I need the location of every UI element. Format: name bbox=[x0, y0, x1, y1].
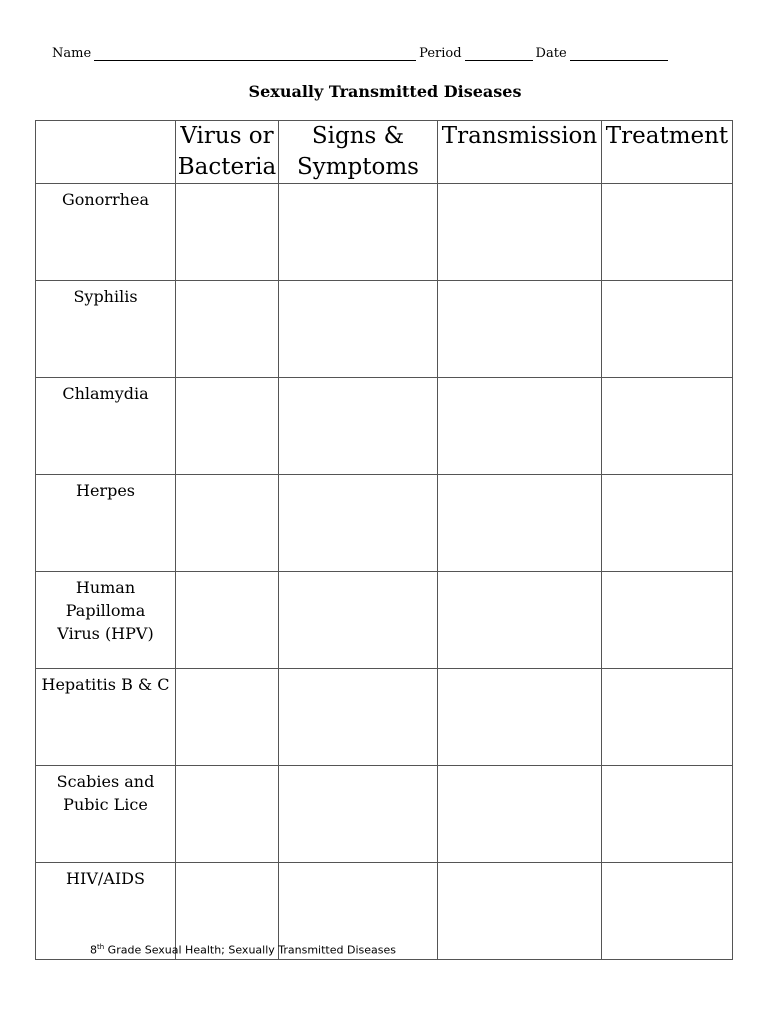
name-field[interactable] bbox=[94, 46, 416, 61]
answer-cell[interactable] bbox=[438, 572, 602, 669]
corner-cell bbox=[36, 121, 176, 184]
date-label: Date bbox=[535, 46, 567, 61]
period-label: Period bbox=[419, 46, 462, 61]
table-row bbox=[36, 669, 733, 766]
answer-cell[interactable] bbox=[176, 378, 279, 475]
answer-cell[interactable] bbox=[602, 475, 733, 572]
std-worksheet-table bbox=[35, 120, 733, 960]
table-row bbox=[36, 378, 733, 475]
answer-cell[interactable] bbox=[438, 184, 602, 281]
answer-cell[interactable] bbox=[438, 378, 602, 475]
answer-cell[interactable] bbox=[279, 572, 438, 669]
table-row bbox=[36, 572, 733, 669]
answer-cell[interactable] bbox=[176, 475, 279, 572]
answer-cell[interactable] bbox=[279, 184, 438, 281]
answer-cell[interactable] bbox=[176, 184, 279, 281]
answer-cell[interactable] bbox=[279, 378, 438, 475]
row-label-scabies-lice: Scabies and Pubic Lice bbox=[36, 766, 176, 863]
table-row bbox=[36, 281, 733, 378]
period-field[interactable] bbox=[465, 46, 533, 61]
name-label: Name bbox=[52, 46, 92, 61]
row-label-gonorrhea: Gonorrhea bbox=[36, 184, 176, 281]
answer-cell[interactable] bbox=[438, 669, 602, 766]
answer-cell[interactable] bbox=[279, 281, 438, 378]
answer-cell[interactable] bbox=[438, 766, 602, 863]
answer-cell[interactable] bbox=[176, 669, 279, 766]
row-label-herpes: Herpes bbox=[36, 475, 176, 572]
row-label-hpv: Human Papilloma Virus (HPV) bbox=[36, 572, 176, 669]
answer-cell[interactable] bbox=[602, 766, 733, 863]
table-row bbox=[36, 184, 733, 281]
student-info-line bbox=[52, 46, 682, 61]
row-label-hiv-aids: HIV/AIDS bbox=[36, 863, 176, 960]
col-virus-or-bacteria: Virus or Bacteria bbox=[176, 121, 279, 184]
row-label-chlamydia: Chlamydia bbox=[36, 378, 176, 475]
answer-cell[interactable] bbox=[602, 281, 733, 378]
answer-cell[interactable] bbox=[279, 669, 438, 766]
col-signs-symptoms: Signs & Symptoms bbox=[279, 121, 438, 184]
table-row bbox=[36, 475, 733, 572]
col-treatment: Treatment bbox=[602, 121, 733, 184]
answer-cell[interactable] bbox=[602, 184, 733, 281]
header-row bbox=[36, 121, 733, 184]
answer-cell[interactable] bbox=[602, 669, 733, 766]
answer-cell[interactable] bbox=[602, 572, 733, 669]
col-transmission: Transmission bbox=[438, 121, 602, 184]
answer-cell[interactable] bbox=[176, 766, 279, 863]
answer-cell[interactable] bbox=[438, 475, 602, 572]
answer-cell[interactable] bbox=[438, 281, 602, 378]
answer-cell[interactable] bbox=[602, 378, 733, 475]
answer-cell[interactable] bbox=[602, 863, 733, 960]
answer-cell[interactable] bbox=[176, 572, 279, 669]
answer-cell[interactable] bbox=[176, 281, 279, 378]
answer-cell[interactable] bbox=[438, 863, 602, 960]
date-field[interactable] bbox=[570, 46, 668, 61]
page-title: Sexually Transmitted Diseases bbox=[248, 82, 522, 101]
row-label-hepatitis: Hepatitis B & C bbox=[36, 669, 176, 766]
row-label-syphilis: Syphilis bbox=[36, 281, 176, 378]
page-footer: 8th Grade Sexual Health; Sexually Transmitted Diseases bbox=[90, 943, 396, 957]
answer-cell[interactable] bbox=[279, 766, 438, 863]
answer-cell[interactable] bbox=[279, 475, 438, 572]
table-row bbox=[36, 766, 733, 863]
